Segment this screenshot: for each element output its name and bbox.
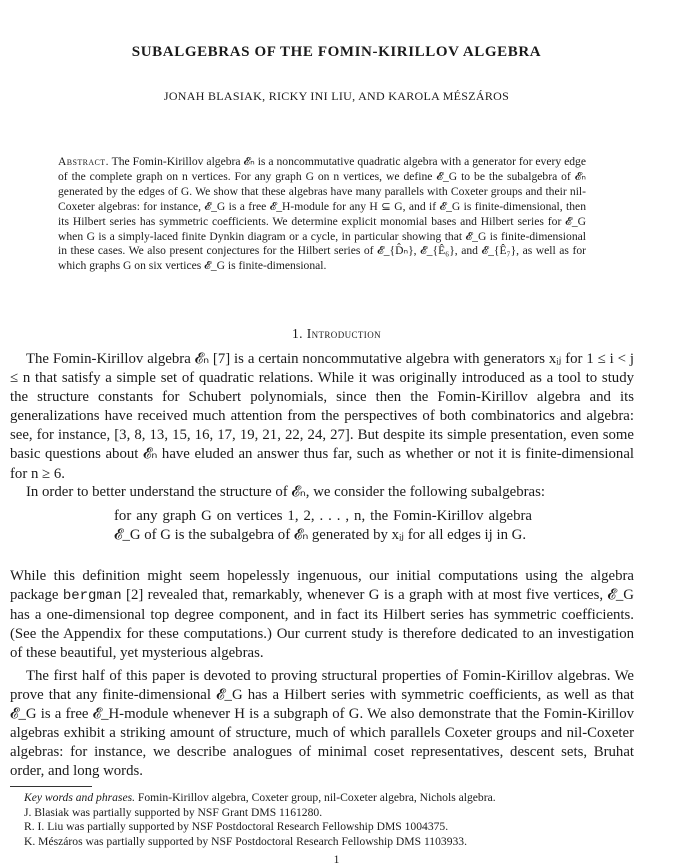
paper-title: SUBALGEBRAS OF THE FOMIN-KIRILLOV ALGEBRA xyxy=(131,44,542,60)
section-title: Introduction xyxy=(306,326,381,341)
section-number: 1. xyxy=(291,326,303,341)
author-list: JONAH BLASIAK, RICKY INI LIU, AND KAROLA MÉSZÁROS xyxy=(163,89,510,103)
paragraph-3-text-a: While this definition might seem hopelessly ingenuous, our initial computations using the algebra package xyxy=(10,568,634,604)
keywords-text: Fomin-Kirillov algebra, Coxeter group, nil-Coxeter algebra, Nichols algebra. xyxy=(137,791,496,804)
funding-footnote-liu: R. I. Liu was partially supported by NSF Postdoctoral Research Fellowship DMS 1004375. xyxy=(24,820,449,833)
keywords-label: Key words and phrases. xyxy=(24,791,136,804)
definition-block: for any graph G on vertices 1, 2, . . . , n, the Fomin-Kirillov algebra 𝓔_G of G is the subalgebra of 𝓔ₙ generated by xᵢⱼ for all edges ij in G. xyxy=(114,508,532,544)
funding-footnote-blasiak: J. Blasiak was partially supported by NSF Grant DMS 1161280. xyxy=(24,805,323,819)
abstract xyxy=(58,155,586,274)
abstract-text: The Fomin-Kirillov algebra 𝓔ₙ is a noncommutative quadratic algebra with a generator for every edge of the complete graph on n vertices. For any graph G on n vertices, we define 𝓔_G to be the subalgebra of 𝓔ₙ generated by the edges of G. We show that these algebras have many parallels with Coxeter groups and their nil-Coxeter algebras: for instance, 𝓔_G is a free 𝓔_H-module for any H ⊆ G, and if 𝓔_G is finite-dimensional, then its Hilbert series has symmetric coefficients. We determine explicit monomial bases and Hilbert series for 𝓔_G when G is a simply-laced finite Dynkin diagram or a cycle, in particular showing that 𝓔_G is finite-dimensional in these cases. We also present conjectures for the Hilbert series of 𝓔_{D̂ₙ}, 𝓔_{Ê₆}, and 𝓔_{Ê₇}, as well as for which graphs G on six vertices 𝓔_G is finite-dimensional. xyxy=(58,155,586,273)
bergman-package-name: bergman xyxy=(62,588,122,605)
page-number: 1 xyxy=(333,854,340,866)
section-heading xyxy=(0,326,673,342)
paragraph-3-text-b: [2] revealed that, remarkably, whenever G is a graph with at most five vertices, 𝓔_G has a one-dimensional top degree component, and in fact its Hilbert series has symmetric coefficients. (See the Appendix for these computations.) Our current study is therefore dedicated to an investigation of these beautiful, yet mysterious algebras. xyxy=(10,587,634,662)
funding-footnote-meszaros: K. Mészáros was partially supported by NSF Postdoctoral Research Fellowship DMS 1103933. xyxy=(24,834,467,848)
intro-paragraph-1: The Fomin-Kirillov algebra 𝓔ₙ [7] is a certain noncommutative algebra with generators xᵢⱼ for 1 ≤ i < j ≤ n that satisfy a simple set of quadratic relations. While it was originally introduced as a tool to study the structure constants for Schubert polynomials, since then the Fomin-Kirillov algebra and its generalizations have received much attention from the perspectives of both combinatorics and algebra: see, for instance, [3, 8, 13, 15, 16, 17, 19, 21, 22, 24, 27]. But despite its simple presentation, even some basic questions about 𝓔ₙ have eluded an answer thus far, such as whether or not it is finite-dimensional for n ≥ 6. xyxy=(10,351,634,482)
abstract-label: Abstract. xyxy=(58,155,109,168)
keywords-footnote xyxy=(24,791,644,806)
intro-paragraph-4: The first half of this paper is devoted to proving structural properties of Fomin-Kirillov algebras. We prove that any finite-dimensional 𝓔_G has a Hilbert series with symmetric coefficients, as well as that 𝓔_G is a free 𝓔_H-module whenever H is a subgraph of G. We also demonstrate that the Fomin-Kirillov algebras exhibit a striking amount of structure, much of which parallels Coxeter groups and nil-Coxeter algebras: for instance, we describe analogues of minimal coset representatives, descent sets, Bruhat order, and long words. xyxy=(10,668,634,780)
intro-paragraph-3 xyxy=(10,567,634,663)
footnote-divider xyxy=(10,786,92,787)
intro-paragraph-2: In order to better understand the structure of 𝓔ₙ, we consider the following subalgebras: xyxy=(26,484,545,500)
footnotes xyxy=(24,791,644,849)
